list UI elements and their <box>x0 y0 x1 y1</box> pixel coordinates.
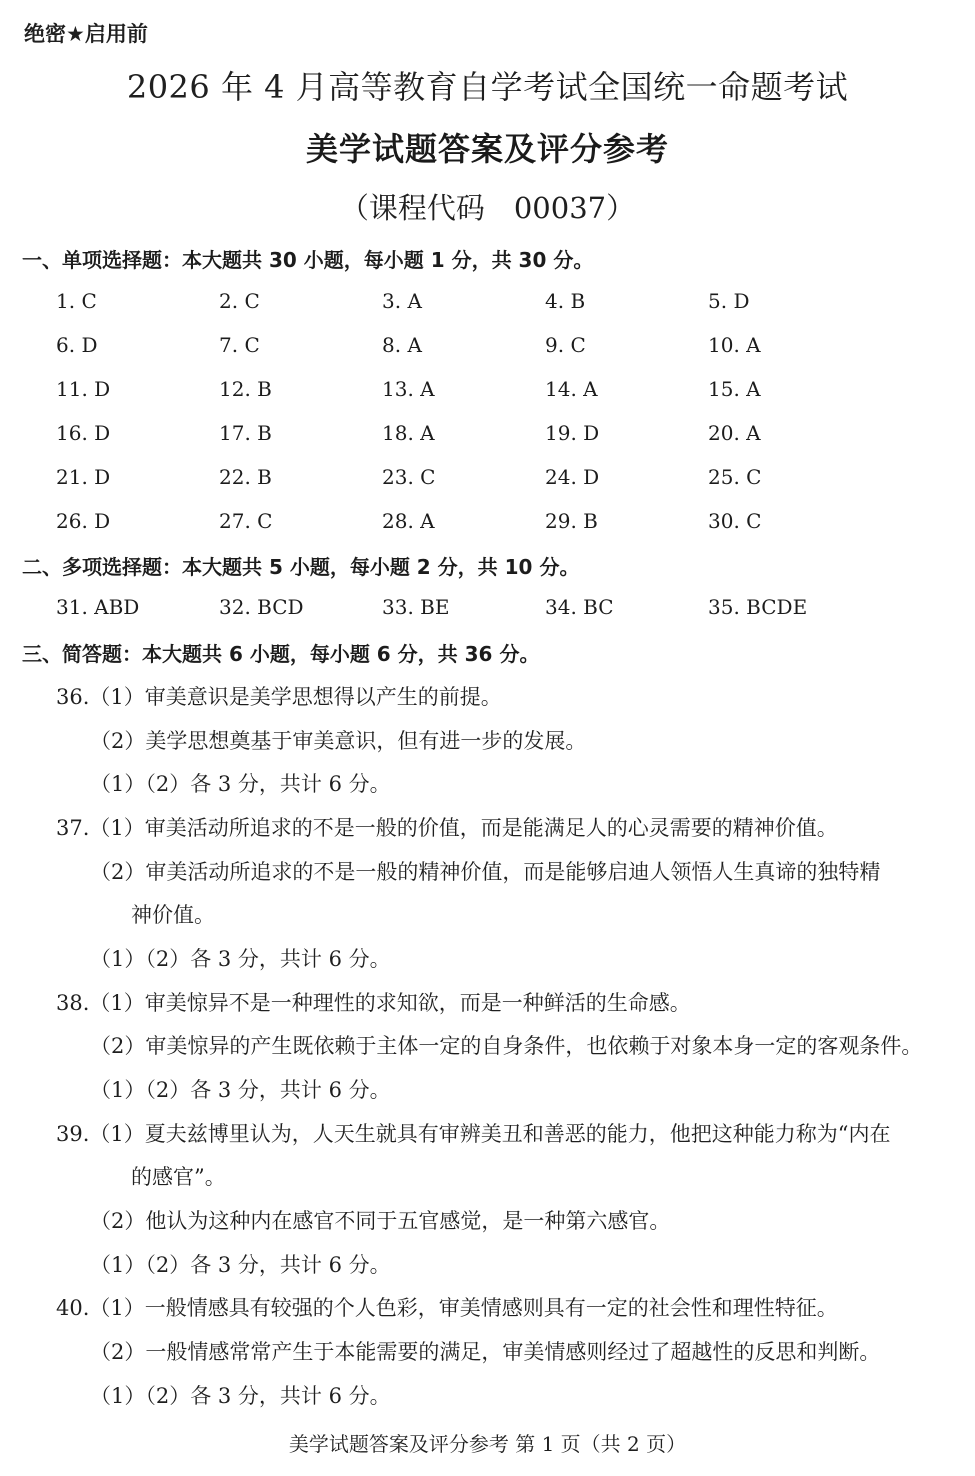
answer-item: 25. C <box>708 465 762 489</box>
answer-line: （2）他认为这种内在感官不同于五官感觉，是一种第六感官。 <box>90 1209 671 1233</box>
answer-row <box>56 465 936 509</box>
answer-item: 27. C <box>219 509 273 533</box>
score-note: （1）（2）各 3 分，共计 6 分。 <box>90 947 391 971</box>
answer-item: 15. A <box>708 377 761 401</box>
multiple-choice-answer-grid <box>56 595 936 639</box>
answer-item: 4. B <box>545 289 586 313</box>
answer-item: 5. D <box>708 289 750 313</box>
answer-item: 3. A <box>382 289 422 313</box>
answer-item: 7. C <box>219 333 260 357</box>
answer-item: 2. C <box>219 289 260 313</box>
answer-item: 28. A <box>382 509 435 533</box>
answer-item: 18. A <box>382 421 435 445</box>
page-footer: 美学试题答案及评分参考 第 1 页（共 2 页） <box>288 1432 687 1456</box>
answer-item: 30. C <box>708 509 762 533</box>
single-choice-answer-grid <box>56 289 936 553</box>
document-title: 美学试题答案及评分参考 <box>305 130 669 168</box>
answer-item: 11. D <box>56 377 111 401</box>
answer-item: 33. BE <box>382 595 450 619</box>
answer-item: 16. D <box>56 421 111 445</box>
answer-item: 9. C <box>545 333 586 357</box>
answer-row <box>56 595 936 639</box>
answer-line: 37.（1）审美活动所追求的不是一般的价值，而是能满足人的心灵需要的精神价值。 <box>56 816 838 840</box>
answer-line: 38.（1）审美惊异不是一种理性的求知欲，而是一种鲜活的生命感。 <box>56 991 691 1015</box>
answer-row <box>56 377 936 421</box>
score-note: （1）（2）各 3 分，共计 6 分。 <box>90 1384 391 1408</box>
answer-item: 24. D <box>545 465 600 489</box>
answer-row <box>56 509 936 553</box>
answer-item: 31. ABD <box>56 595 140 619</box>
answer-item: 10. A <box>708 333 761 357</box>
answer-item: 14. A <box>545 377 598 401</box>
answer-item: 12. B <box>219 377 272 401</box>
course-code: （课程代码 00037） <box>339 191 636 225</box>
answer-item: 13. A <box>382 377 435 401</box>
answer-line: （2）审美活动所追求的不是一般的精神价值，而是能够启迪人领悟人生真谛的独特精 <box>90 860 881 884</box>
answer-row <box>56 421 936 465</box>
answer-item: 6. D <box>56 333 98 357</box>
answer-row <box>56 333 936 377</box>
answer-item: 1. C <box>56 289 97 313</box>
answer-item: 26. D <box>56 509 111 533</box>
answer-row <box>56 289 936 333</box>
answer-item: 19. D <box>545 421 600 445</box>
confidential-label: 绝密★启用前 <box>24 22 148 46</box>
answer-line: （2）审美惊异的产生既依赖于主体一定的自身条件，也依赖于对象本身一定的客观条件。 <box>90 1034 923 1058</box>
answer-line: 40.（1）一般情感具有较强的个人色彩，审美情感则具有一定的社会性和理性特征。 <box>56 1296 838 1320</box>
answer-item: 21. D <box>56 465 111 489</box>
answer-item: 22. B <box>219 465 272 489</box>
answer-item: 32. BCD <box>219 595 304 619</box>
answer-item: 35. BCDE <box>708 595 808 619</box>
answer-item: 29. B <box>545 509 598 533</box>
answer-line: 36.（1）审美意识是美学思想得以产生的前提。 <box>56 685 502 709</box>
answer-item: 20. A <box>708 421 761 445</box>
answer-line: 39.（1）夏夫兹博里认为，人天生就具有审辨美丑和善恶的能力，他把这种能力称为“内在 <box>56 1122 891 1146</box>
answer-item: 8. A <box>382 333 422 357</box>
exam-title: 2026 年 4 月高等教育自学考试全国统一命题考试 <box>126 68 849 106</box>
answer-item: 23. C <box>382 465 436 489</box>
score-note: （1）（2）各 3 分，共计 6 分。 <box>90 772 391 796</box>
answer-line: 神价值。 <box>131 903 215 927</box>
answer-item: 34. BC <box>545 595 614 619</box>
answer-item: 17. B <box>219 421 272 445</box>
answer-line: （2）一般情感常常产生于本能需要的满足，审美情感则经过了超越性的反思和判断。 <box>90 1340 881 1364</box>
answer-line: 的感官”。 <box>131 1165 226 1189</box>
section-multiple-choice-heading: 二、多项选择题：本大题共 5 小题，每小题 2 分，共 10 分。 <box>22 555 580 579</box>
score-note: （1）（2）各 3 分，共计 6 分。 <box>90 1078 391 1102</box>
score-note: （1）（2）各 3 分，共计 6 分。 <box>90 1253 391 1277</box>
section-short-answer-heading: 三、简答题：本大题共 6 小题，每小题 6 分，共 36 分。 <box>22 642 540 666</box>
answer-line: （2）美学思想奠基于审美意识，但有进一步的发展。 <box>90 729 587 753</box>
section-single-choice-heading: 一、单项选择题：本大题共 30 小题，每小题 1 分，共 30 分。 <box>22 248 594 272</box>
